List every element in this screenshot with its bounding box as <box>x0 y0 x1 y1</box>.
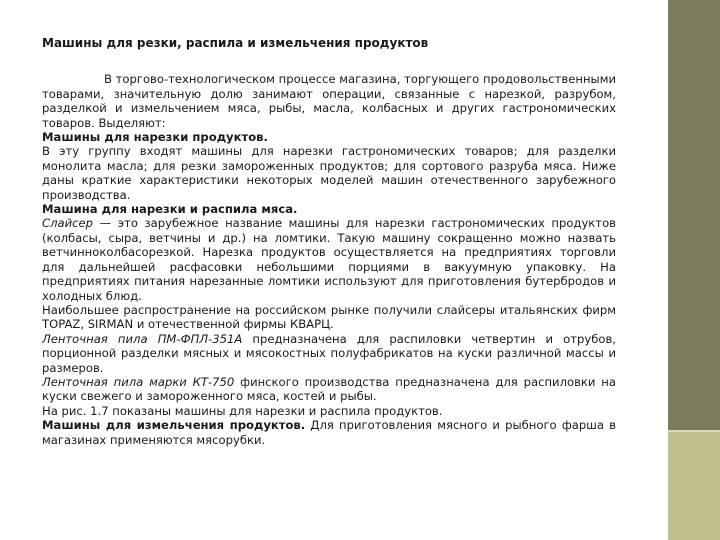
grinding-text: Для приготовления мясного и рыбного фарша в магазинах применяются мясорубки. <box>42 418 616 447</box>
slicer-term: Слайсер <box>42 216 94 231</box>
grinding-heading: Машины для измельчения продуктов. <box>42 418 306 433</box>
section-heading-slicing: Машины для нарезки продуктов. <box>42 130 268 145</box>
rail-dark-segment <box>668 0 720 430</box>
section-heading-cutting-sawing: Машина для нарезки и распила мяса. <box>42 202 298 217</box>
band-saw-kt-text: финского производства предназначена для распиловки на куски свежего и замороженного мяса, костей и рыбы. <box>42 374 616 404</box>
brands-paragraph: Наибольшее распространение на российском рынке получили слайсеры итальянских фирм TOPAZ, SIRMAN и отечественной фирмы КВАРЦ. <box>42 302 616 332</box>
rail-divider <box>668 430 720 432</box>
band-saw-pm-text: предназначена для распиловки четвертин и отрубов, порционной разделки мясных и мясокостных полуфабрикатов на куски различной массы и размеров. <box>42 331 616 375</box>
intro-paragraph: В торгово-технологическом процессе магазина, торгующего продовольственными товарами, значительную долю занимают операции, связанные с нарезкой, разрубом, разделкой и измельчением мяса, рыбы, масла, колбасных и других гастрономических товаров. Выделяют: <box>42 72 616 130</box>
rail-light-segment <box>668 430 720 540</box>
document-title: Машины для резки, распила и измельчения продуктов <box>42 36 429 50</box>
grinding-paragraph <box>42 418 616 447</box>
figure-reference-paragraph: На рис. 1.7 показаны машины для нарезки и распила продуктов. <box>42 403 443 418</box>
band-saw-pm-term: Ленточная пила ПМ-ФПЛ-351А <box>42 331 243 346</box>
slicing-paragraph: В эту группу входят машины для нарезки гастрономических товаров; для разделки монолита масла; для резки замороженных продуктов; для сортового разруба мяса. Ниже даны краткие характеристики некоторых моделей машин отечественного зарубежного производства. <box>42 144 616 202</box>
slicer-paragraph <box>42 216 616 302</box>
band-saw-kt-paragraph <box>42 375 616 404</box>
band-saw-kt-term: Ленточная пила марки КТ-750 <box>42 374 235 389</box>
band-saw-pm-paragraph <box>42 332 616 375</box>
decorative-side-rail <box>668 0 720 540</box>
document-body <box>42 36 616 447</box>
slicer-text: — это зарубежное название машины для нарезки гастрономических продуктов (колбасы, сыра, ветчины и др.) на ломтики. Такую машину сокращенно можно назвать ветчинноколбасорезкой. Нарезка продуктов осуществляется на предприятиях торговли для дальнейшей расфасовки небольшими порциями в вакуумную упаковку. На предприятиях питания нарезанные ломтики используют для приготовления бутербродов и холодных блюд. <box>42 216 616 303</box>
